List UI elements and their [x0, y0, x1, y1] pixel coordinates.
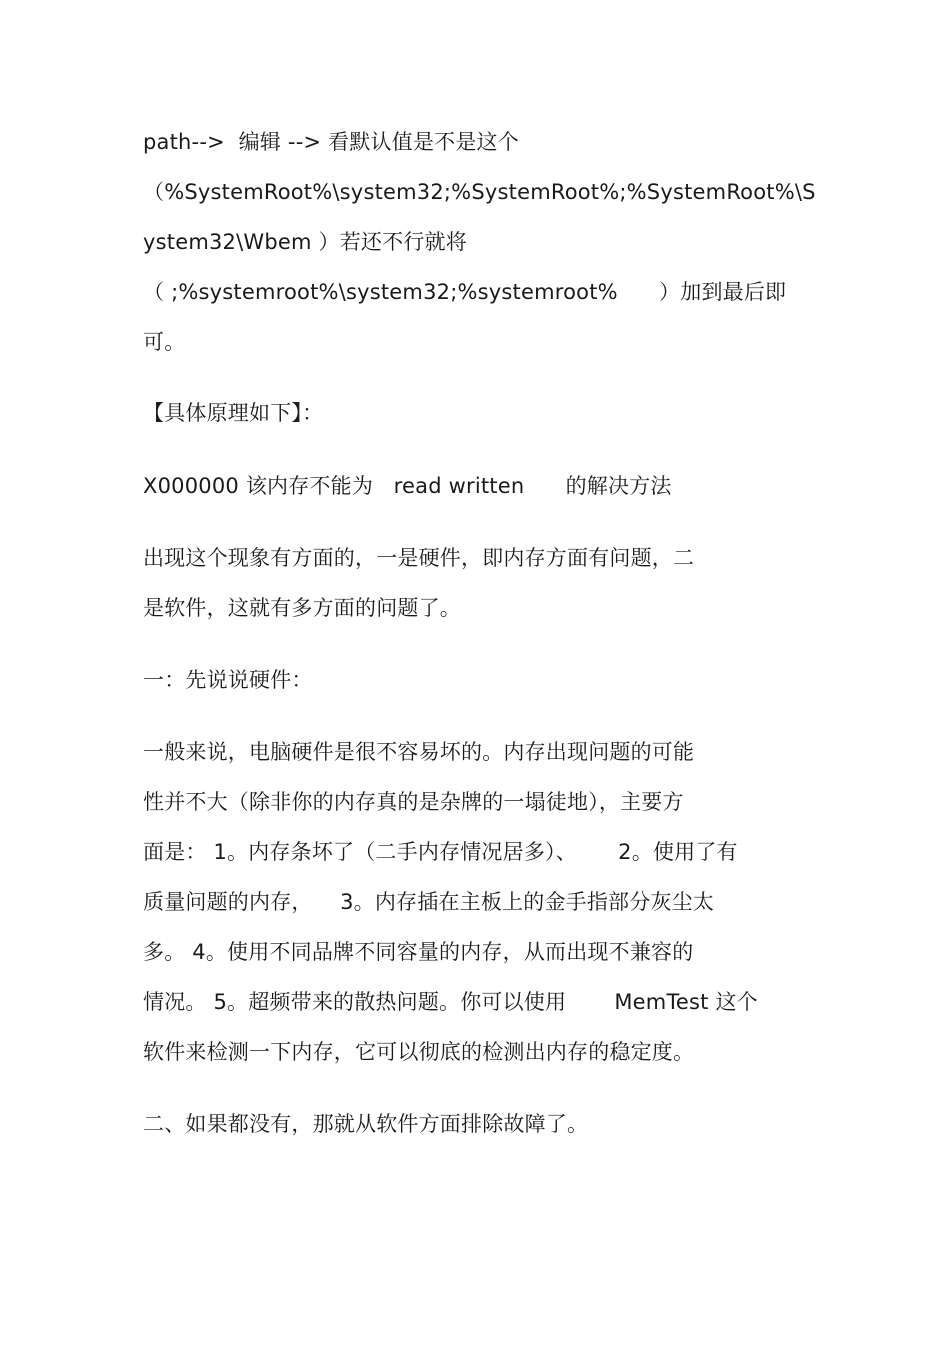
text-line-hardware-5: 多。 4。使用不同品牌不同容量的内存，从而出现不兼容的	[143, 940, 694, 964]
text-line-systemroot-path: （%SystemRoot%\system32;%SystemRoot%;%SystemRoot%\S	[143, 180, 816, 204]
text-line-hardware-6: 情况。 5。超频带来的散热问题。你可以使用 MemTest 这个	[143, 990, 758, 1014]
text-line-hardware-3: 面是： 1。内存条坏了（二手内存情况居多）、 2。使用了有	[143, 840, 738, 864]
text-line-path-edit: path--> 编辑 --> 看默认值是不是这个	[143, 130, 519, 154]
text-line-hardware-4: 质量问题的内存， 3。内存插在主板上的金手指部分灰尘太	[143, 890, 715, 914]
text-line-append-path: （ ;%systemroot%\system32;%systemroot% ）加到最后即	[143, 280, 787, 304]
text-line-ke: 可。	[143, 330, 186, 354]
text-line-hardware-1: 一般来说，电脑硬件是很不容易坏的。内存出现问题的可能	[143, 740, 695, 764]
text-line-hardware-2: 性并不大（除非你的内存真的是杂牌的一塌徒地），主要方	[143, 790, 684, 814]
text-line-hardware-7: 软件来检测一下内存，它可以彻底的检测出内存的稳定度。	[143, 1040, 695, 1064]
section-heading-hardware: 一：先说说硬件：	[143, 668, 313, 692]
text-line-phenomenon-1: 出现这个现象有方面的，一是硬件，即内存方面有问题，二	[143, 546, 695, 570]
section-heading-principle: 【具体原理如下】：	[143, 401, 324, 425]
section-heading-software: 二、如果都没有，那就从软件方面排除故障了。	[143, 1112, 589, 1136]
text-line-wbem: ystem32\Wbem ）若还不行就将	[143, 230, 467, 254]
text-line-phenomenon-2: 是软件，这就有多方面的问题了。	[143, 596, 461, 620]
text-line-memory-error-title: X000000 该内存不能为 read written 的解决方法	[143, 474, 672, 498]
